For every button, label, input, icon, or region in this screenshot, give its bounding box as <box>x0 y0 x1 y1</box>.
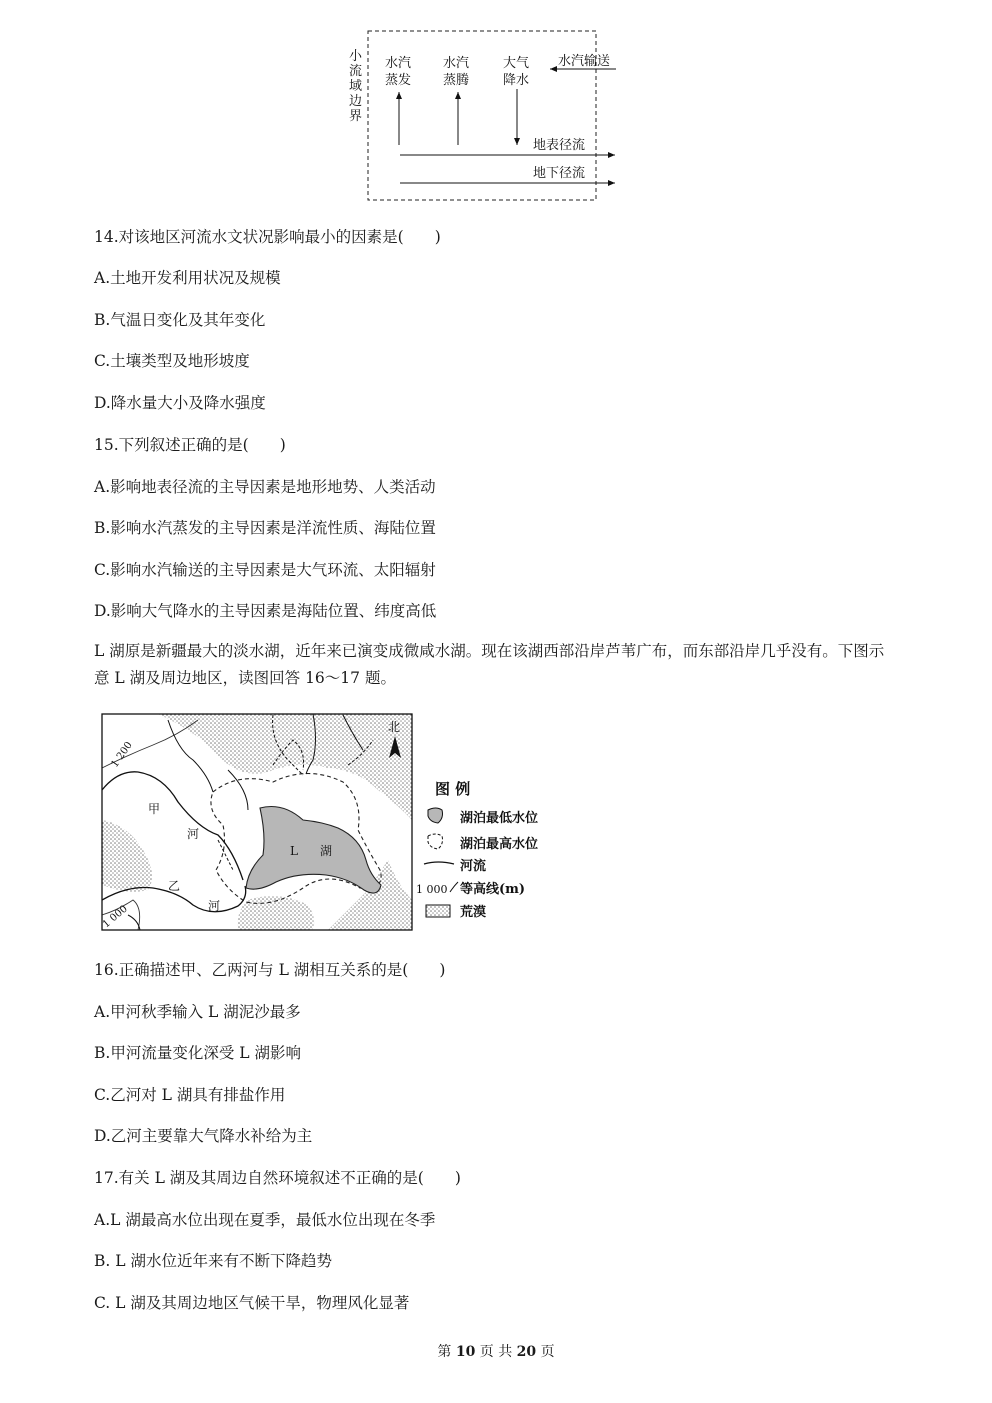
question-15-option-d[interactable]: D.影响大气降水的主导因素是海陆位置、纬度高低 <box>94 602 437 620</box>
question-17-stem: 17.有关 L 湖及其周边自然环境叙述不正确的是( ) <box>94 1169 461 1187</box>
question-15-option-a[interactable]: A.影响地表径流的主导因素是地形地势、人类活动 <box>94 478 436 496</box>
river-jia-label-1: 甲 <box>148 802 161 816</box>
footer-total-pages: 20 <box>516 1344 537 1360</box>
question-16-option-b[interactable]: B.甲河流量变化深受 L 湖影响 <box>94 1044 301 1062</box>
north-label: 北 <box>388 720 401 734</box>
evaporation-label-1: 水汽 <box>385 56 412 71</box>
reading-passage: L 湖原是新疆最大的淡水湖，近年来已演变成微咸水湖。现在该湖西部沿岸芦苇广布，而东部沿岸几乎没有。下图示意 L 湖及周边地区，读图回答 16～17 题。 <box>94 642 885 687</box>
footer-mid: 页 共 <box>479 1344 513 1360</box>
footer-prefix: 第 <box>437 1344 452 1360</box>
legend-contour: 等高线(m) <box>460 882 526 897</box>
question-14-stem: 14.对该地区河流水文状况影响最小的因素是( ) <box>94 228 441 246</box>
question-17-option-a[interactable]: A.L 湖最高水位出现在夏季，最低水位出现在冬季 <box>94 1211 436 1229</box>
boundary-char-4: 界 <box>349 109 363 124</box>
question-15-option-b[interactable]: B.影响水汽蒸发的主导因素是洋流性质、海陆位置 <box>94 519 436 537</box>
legend-contour-value: 1 000 <box>416 883 448 896</box>
question-15-option-c[interactable]: C.影响水汽输送的主导因素是大气环流、太阳辐射 <box>94 561 436 579</box>
water-cycle-diagram <box>340 25 630 207</box>
map-legend <box>416 780 538 920</box>
legend-desert-icon <box>426 905 450 917</box>
precipitation-label-1: 大气 <box>503 56 530 71</box>
lake-label-l: L <box>290 844 298 858</box>
footer-page-number: 10 <box>455 1344 476 1360</box>
page-footer <box>0 1341 992 1361</box>
legend-river: 河流 <box>460 859 487 874</box>
transpiration-label-2: 蒸腾 <box>443 73 470 88</box>
footer-suffix: 页 <box>540 1344 555 1360</box>
question-14-option-d[interactable]: D.降水量大小及降水强度 <box>94 394 266 412</box>
question-15-stem: 15.下列叙述正确的是( ) <box>94 436 286 454</box>
river-yi-label-2: 河 <box>208 899 221 913</box>
question-16-stem: 16.正确描述甲、乙两河与 L 湖相互关系的是( ) <box>94 961 446 979</box>
question-16-option-a[interactable]: A.甲河秋季输入 L 湖泥沙最多 <box>94 1003 301 1021</box>
legend-highest-level-icon <box>428 834 443 849</box>
boundary-char-2: 域 <box>349 79 363 94</box>
question-16-option-c[interactable]: C.乙河对 L 湖具有排盐作用 <box>94 1086 286 1104</box>
vapor-transport-label: 水汽输送 <box>558 54 611 69</box>
legend-lowest-level-icon <box>428 808 443 823</box>
lake-map <box>98 710 538 936</box>
contour-1000-label: 1 000 <box>100 903 130 931</box>
evaporation-label-2: 蒸发 <box>385 73 412 88</box>
underground-runoff-label: 地下径流 <box>533 166 586 181</box>
river-jia-label-2: 河 <box>187 827 200 841</box>
legend-desert: 荒漠 <box>460 905 487 920</box>
boundary-char-1: 流 <box>349 64 363 79</box>
question-17-option-c[interactable]: C. L 湖及其周边地区气候干旱，物理风化显著 <box>94 1294 410 1312</box>
lake-label-hu: 湖 <box>320 844 333 858</box>
boundary-char-3: 边 <box>349 94 363 109</box>
transpiration-label-1: 水汽 <box>443 56 470 71</box>
question-17-option-b[interactable]: B. L 湖水位近年来有不断下降趋势 <box>94 1252 332 1270</box>
boundary-char-0: 小 <box>349 49 363 64</box>
question-14-option-b[interactable]: B.气温日变化及其年变化 <box>94 311 266 329</box>
legend-river-icon <box>424 862 454 864</box>
question-16-option-d[interactable]: D.乙河主要靠大气降水补给为主 <box>94 1127 313 1145</box>
legend-title: 图 例 <box>435 780 471 798</box>
legend-contour-icon <box>450 882 458 892</box>
contour-1200-label: 1 200 <box>109 739 135 770</box>
boundary-label <box>349 49 363 124</box>
precipitation-label-2: 降水 <box>503 73 530 88</box>
legend-lowest-level: 湖泊最低水位 <box>460 811 538 826</box>
question-14-option-c[interactable]: C.土壤类型及地形坡度 <box>94 352 250 370</box>
legend-highest-level: 湖泊最高水位 <box>460 837 538 852</box>
river-yi-label-1: 乙 <box>168 879 181 893</box>
question-14-option-a[interactable]: A.土地开发利用状况及规模 <box>94 269 281 287</box>
surface-runoff-label: 地表径流 <box>533 138 586 153</box>
